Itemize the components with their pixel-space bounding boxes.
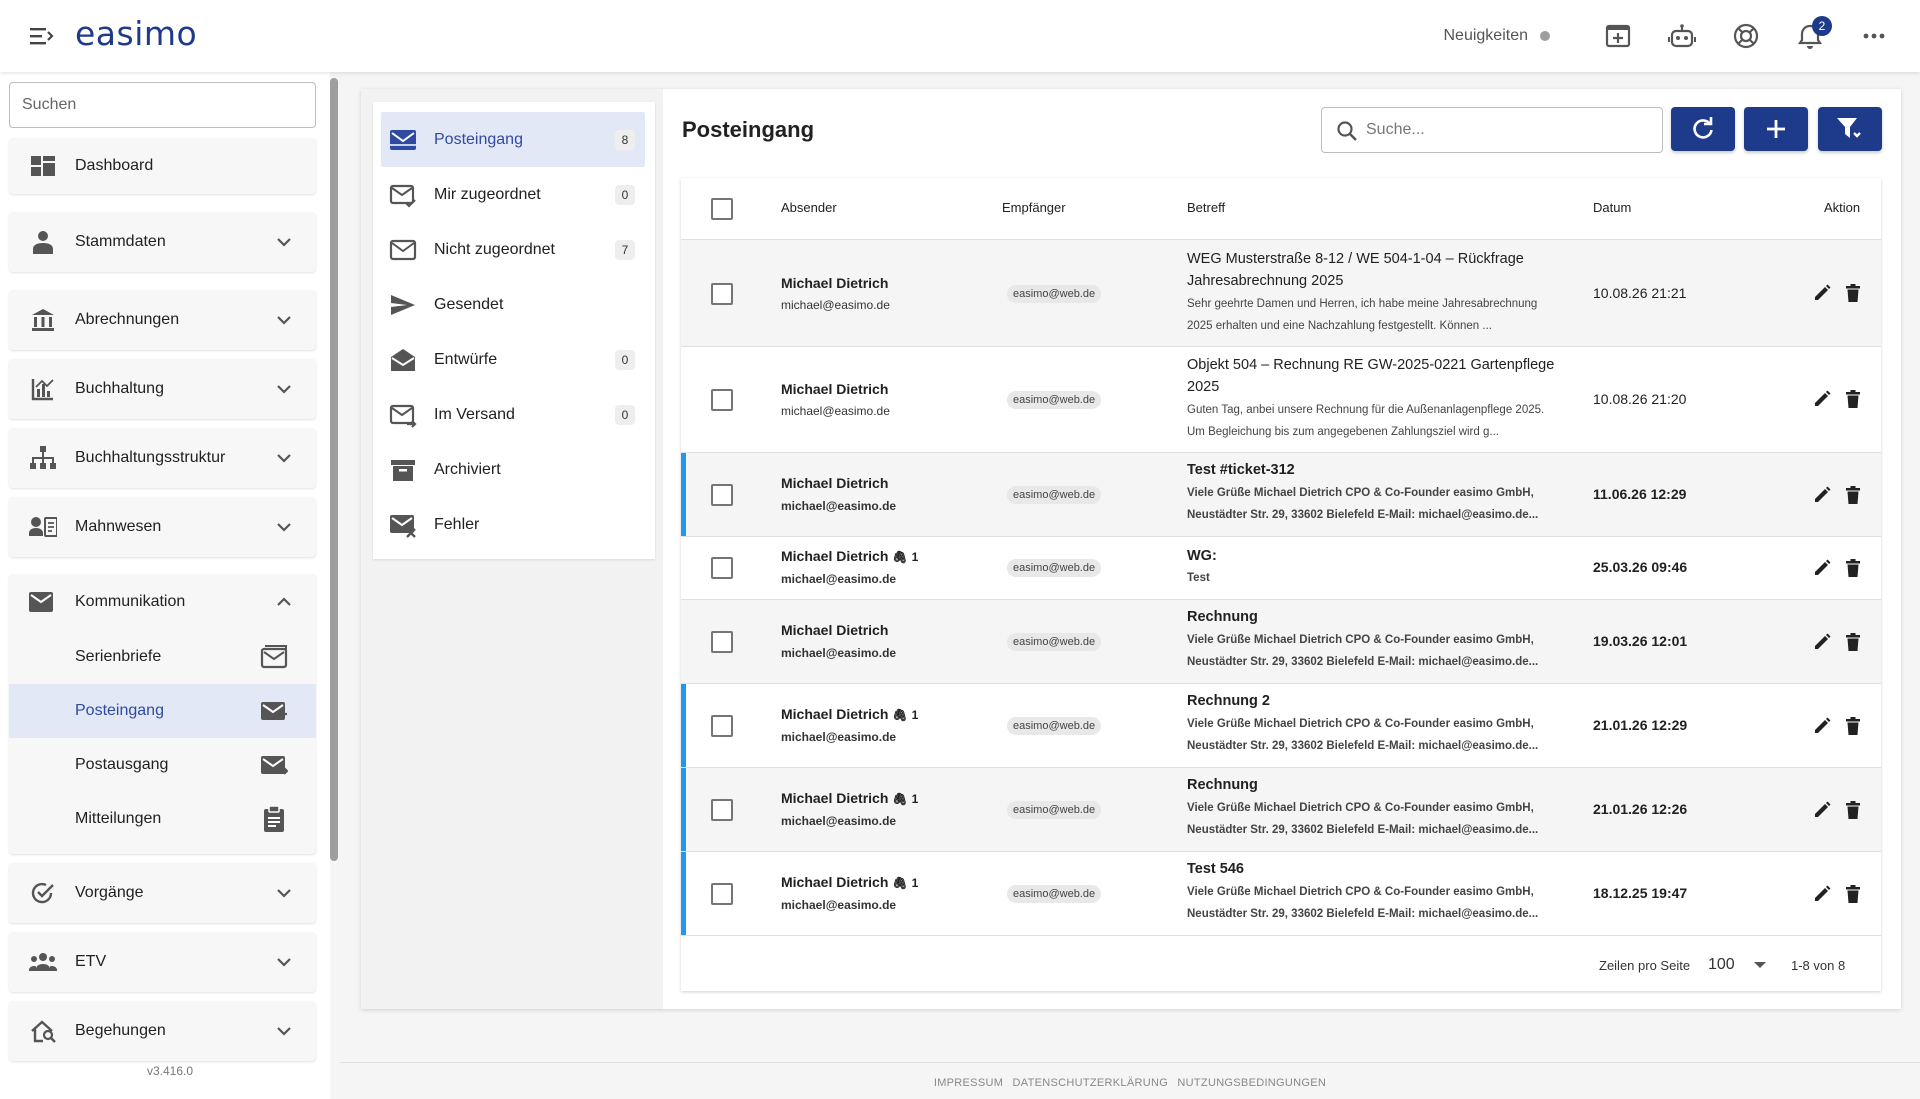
refresh-button[interactable] xyxy=(1671,107,1735,151)
mail-date: 25.03.26 09:46 xyxy=(1593,559,1688,575)
column-action: Aktion xyxy=(1824,200,1861,215)
footer-link-impressum[interactable]: IMPRESSUM xyxy=(933,1077,1004,1089)
pagination-range: 1-8 von 8 xyxy=(1791,958,1846,973)
dashboard-icon xyxy=(29,152,57,180)
attachment-icon: 🖇 xyxy=(892,708,908,722)
mail-search-input[interactable] xyxy=(1366,118,1646,142)
sender-email: michael@easimo.de xyxy=(781,499,897,513)
recipient-chip: easimo@web.de xyxy=(1007,391,1101,409)
mail-table xyxy=(681,178,1881,991)
mail-search[interactable] xyxy=(1321,107,1663,153)
sidebar xyxy=(0,72,330,1099)
edit-icon[interactable] xyxy=(1812,558,1832,578)
sidebar-subitem-mitteilungen[interactable] xyxy=(9,792,316,846)
row-checkbox[interactable] xyxy=(711,631,733,653)
mail-preview: Sehr geehrte Damen und Herren, ich habe meine Jahresabrechnung xyxy=(1187,298,1538,310)
sidebar-subitem-label: Serienbriefe xyxy=(75,648,162,665)
recipient-chip: easimo@web.de xyxy=(1007,285,1101,303)
delete-icon[interactable] xyxy=(1843,632,1863,652)
sidebar-subitem-postausgang[interactable] xyxy=(9,738,316,792)
column-date[interactable]: Datum xyxy=(1593,200,1632,215)
sender-email: michael@easimo.de xyxy=(781,572,897,586)
subject-line: Objekt 504 – Rechnung RE GW-2025-0221 Gartenpflege xyxy=(1187,357,1555,373)
mail-date: 18.12.25 19:47 xyxy=(1593,885,1688,901)
edit-icon[interactable] xyxy=(1812,884,1832,904)
sender-name: Michael Dietrich xyxy=(781,475,889,491)
sidebar-item-label: Vorgänge xyxy=(75,884,144,901)
sender-name: Michael Dietrich 🖇 1 xyxy=(781,548,919,564)
table-row[interactable] xyxy=(681,768,1881,852)
chevron-down-icon xyxy=(274,310,294,330)
page-title: Posteingang xyxy=(682,117,815,142)
sidebar-item-label: ETV xyxy=(75,953,107,970)
mail-preview: Neustädter Str. 29, 33602 Bielefeld E-Mail: michael@easimo.de... xyxy=(1187,908,1539,920)
inbox-mail-icon xyxy=(260,697,288,725)
plus-icon xyxy=(1765,118,1787,140)
mail-check-icon xyxy=(389,181,417,209)
sidebar-subitem-label: Mitteilungen xyxy=(75,810,162,827)
rows-per-page-label: Zeilen pro Seite xyxy=(1599,958,1691,973)
sender-email: michael@easimo.de xyxy=(781,898,897,912)
subject-line: WEG Musterstraße 8-12 / WE 504-1-04 – Rückfrage xyxy=(1187,251,1524,267)
outbox-mail-icon xyxy=(260,751,288,779)
folder-count: 8 xyxy=(615,130,635,150)
recipient-chip: easimo@web.de xyxy=(1007,717,1101,735)
task-check-icon xyxy=(29,879,57,907)
sender-email: michael@easimo.de xyxy=(781,814,897,828)
folder-im-versand[interactable] xyxy=(381,387,645,442)
chevron-down-icon xyxy=(274,883,294,903)
footer-link-nutzungsbedingungen[interactable]: NUTZUNGSBEDINGUNGEN xyxy=(1177,1077,1327,1089)
recipient-chip: easimo@web.de xyxy=(1007,633,1101,651)
delete-icon[interactable] xyxy=(1843,716,1863,736)
mail-date: 21.01.26 12:26 xyxy=(1593,801,1688,817)
mail-date: 21.01.26 12:29 xyxy=(1593,717,1688,733)
chart-icon xyxy=(29,375,57,403)
sidebar-item-buchhaltungsstruktur[interactable] xyxy=(9,428,316,488)
attachment-icon: 🖇 xyxy=(892,550,908,564)
sidebar-item-vorgaenge[interactable] xyxy=(9,863,316,923)
app-logo[interactable]: easimo xyxy=(75,14,198,53)
folder-label: Fehler xyxy=(434,515,480,533)
filter-icon xyxy=(1836,116,1864,142)
subject-line: 2025 xyxy=(1187,379,1220,395)
folder-label: Mir zugeordnet xyxy=(434,185,541,203)
person-icon xyxy=(29,228,57,256)
mail-preview: 2025 erhalten und eine Nachzahlung festgestellt. Können ... xyxy=(1187,320,1492,332)
sidebar-subitem-posteingang[interactable] xyxy=(9,684,316,738)
mail-preview: Viele Grüße Michael Dietrich CPO & Co-Founder easimo GmbH, xyxy=(1187,487,1534,499)
subject-line: WG: xyxy=(1187,548,1217,564)
mail-preview: Viele Grüße Michael Dietrich CPO & Co-Founder easimo GmbH, xyxy=(1187,886,1534,898)
table-row[interactable] xyxy=(681,347,1881,453)
sidebar-item-label: Abrechnungen xyxy=(75,311,180,328)
sidebar-item-label: Buchhaltungsstruktur xyxy=(75,449,226,466)
news-link[interactable]: Neuigkeiten xyxy=(1443,27,1528,44)
app-version: v3.416.0 xyxy=(146,1064,194,1078)
sidebar-item-begehungen[interactable] xyxy=(9,1001,316,1061)
group-icon xyxy=(29,948,57,976)
edit-icon[interactable] xyxy=(1812,716,1832,736)
mail-preview: Viele Grüße Michael Dietrich CPO & Co-Founder easimo GmbH, xyxy=(1187,718,1534,730)
table-row[interactable] xyxy=(681,240,1881,347)
bank-icon xyxy=(29,306,57,334)
folder-label: Entwürfe xyxy=(434,350,498,368)
notification-badge: 2 xyxy=(1812,16,1832,36)
column-subject[interactable]: Betreff xyxy=(1187,200,1226,215)
chevron-down-icon xyxy=(274,517,294,537)
table-pagination xyxy=(681,938,1881,991)
table-row[interactable] xyxy=(681,684,1881,768)
more-options-icon[interactable] xyxy=(1842,0,1906,72)
folder-pane xyxy=(361,89,663,1009)
subject-line: Jahresabrechnung 2025 xyxy=(1187,273,1344,289)
table-row[interactable] xyxy=(681,852,1881,936)
row-checkbox[interactable] xyxy=(711,715,733,737)
row-checkbox[interactable] xyxy=(711,557,733,579)
edit-icon[interactable] xyxy=(1812,283,1832,303)
attachment-count: 1 xyxy=(911,876,919,890)
sidebar-search-input[interactable] xyxy=(9,82,316,128)
mail-outline-icon xyxy=(389,236,417,264)
page-footer xyxy=(340,1062,1920,1099)
table-row[interactable] xyxy=(681,453,1881,537)
folder-list xyxy=(373,102,655,559)
folder-count: 0 xyxy=(615,405,635,425)
news-status-dot xyxy=(1540,31,1550,41)
sender-email: michael@easimo.de xyxy=(781,404,890,418)
mail-preview: Um Begleichung bis zum angegebenen Zahlungsziel wird g... xyxy=(1187,426,1499,438)
delete-icon[interactable] xyxy=(1843,558,1863,578)
delete-icon[interactable] xyxy=(1843,389,1863,409)
sender-name: Michael Dietrich 🖇 1 xyxy=(781,706,919,722)
folder-entwuerfe[interactable] xyxy=(381,332,645,387)
add-window-icon[interactable] xyxy=(1586,0,1650,72)
menu-collapse-icon[interactable] xyxy=(28,24,56,48)
send-icon xyxy=(389,291,417,319)
caret-down-icon[interactable] xyxy=(1753,960,1767,970)
folder-nicht-zugeordnet[interactable] xyxy=(381,222,645,277)
folder-count: 0 xyxy=(615,185,635,205)
row-checkbox[interactable] xyxy=(711,484,733,506)
sidebar-subitem-serienbriefe[interactable] xyxy=(9,630,316,684)
subject-line: Rechnung xyxy=(1187,777,1258,793)
recipient-chip: easimo@web.de xyxy=(1007,559,1101,577)
mail-preview: Neustädter Str. 29, 33602 Bielefeld E-Mail: michael@easimo.de... xyxy=(1187,740,1539,752)
contact-icon xyxy=(29,513,57,541)
column-recipient[interactable]: Empfänger xyxy=(1002,200,1066,215)
mail-icon xyxy=(29,592,53,612)
refresh-icon xyxy=(1690,116,1716,142)
chevron-down-icon xyxy=(274,448,294,468)
row-checkbox[interactable] xyxy=(711,389,733,411)
row-checkbox[interactable] xyxy=(711,799,733,821)
sidebar-subitem-label: Postausgang xyxy=(75,756,169,773)
folder-label: Archiviert xyxy=(434,460,501,478)
folder-mir-zugeordnet[interactable] xyxy=(381,167,645,222)
table-row[interactable] xyxy=(681,537,1881,600)
edit-icon[interactable] xyxy=(1812,632,1832,652)
edit-icon[interactable] xyxy=(1812,389,1832,409)
mail-date: 19.03.26 12:01 xyxy=(1593,633,1688,649)
sidebar-item-mahnwesen[interactable] xyxy=(9,497,316,557)
table-row[interactable] xyxy=(681,600,1881,684)
attachment-icon: 🖇 xyxy=(892,876,908,890)
sidebar-item-label: Mahnwesen xyxy=(75,518,162,535)
edit-icon[interactable] xyxy=(1812,485,1832,505)
mail-error-icon xyxy=(389,511,417,539)
sidebar-item-abrechnungen[interactable] xyxy=(9,290,316,350)
sidebar-item-label: Dashboard xyxy=(75,157,154,174)
folder-count: 0 xyxy=(615,350,635,370)
top-bar xyxy=(0,0,1920,72)
sidebar-item-buchhaltung[interactable] xyxy=(9,359,316,419)
footer-link-datenschutz[interactable]: DATENSCHUTZERKLÄRUNG xyxy=(1012,1077,1169,1089)
delete-icon[interactable] xyxy=(1843,283,1863,303)
search-icon xyxy=(1336,120,1358,142)
inbox-content xyxy=(663,89,1901,1009)
chevron-up-icon xyxy=(274,592,294,612)
folder-posteingang[interactable] xyxy=(381,112,645,167)
attachment-count: 1 xyxy=(911,550,919,564)
recipient-chip: easimo@web.de xyxy=(1007,801,1101,819)
chevron-down-icon xyxy=(274,232,294,252)
edit-icon[interactable] xyxy=(1812,800,1832,820)
folder-label: Im Versand xyxy=(434,405,515,423)
folder-gesendet[interactable] xyxy=(381,277,645,332)
select-all-checkbox[interactable] xyxy=(711,198,733,220)
chevron-down-icon xyxy=(274,379,294,399)
sender-name: Michael Dietrich xyxy=(781,381,889,397)
sidebar-item-label: Begehungen xyxy=(75,1022,166,1039)
attachment-count: 1 xyxy=(911,792,919,806)
sender-name: Michael Dietrich xyxy=(781,622,889,638)
drafts-icon xyxy=(389,346,417,374)
recipient-chip: easimo@web.de xyxy=(1007,486,1101,504)
robot-icon[interactable] xyxy=(1650,0,1714,72)
chevron-down-icon xyxy=(274,952,294,972)
sidebar-item-dashboard[interactable] xyxy=(9,138,316,194)
sidebar-item-etv[interactable] xyxy=(9,932,316,992)
notifications-bell-icon[interactable] xyxy=(1778,0,1842,72)
sidebar-item-label: Kommunikation xyxy=(75,593,186,610)
delete-icon[interactable] xyxy=(1843,800,1863,820)
mail-preview: Guten Tag, anbei unsere Rechnung für die Außenanlagenpflege 2025. xyxy=(1187,404,1545,416)
archive-icon xyxy=(389,456,417,484)
rows-per-page-select[interactable]: 100 xyxy=(1708,956,1735,973)
house-search-icon xyxy=(29,1017,57,1045)
folder-archiviert[interactable] xyxy=(381,442,645,497)
sender-name: Michael Dietrich 🖇 1 xyxy=(781,790,919,806)
mail-panel xyxy=(361,89,1901,1009)
delete-icon[interactable] xyxy=(1843,884,1863,904)
sidebar-item-label: Stammdaten xyxy=(75,233,166,250)
mail-date: 11.06.26 12:29 xyxy=(1593,486,1687,502)
add-mail-button[interactable] xyxy=(1744,107,1808,151)
chevron-down-icon xyxy=(274,1021,294,1041)
mail-preview: Neustädter Str. 29, 33602 Bielefeld E-Mail: michael@easimo.de... xyxy=(1187,509,1539,521)
row-checkbox[interactable] xyxy=(711,283,733,305)
table-header xyxy=(681,178,1881,240)
mail-preview: Neustädter Str. 29, 33602 Bielefeld E-Mail: michael@easimo.de... xyxy=(1187,656,1539,668)
folder-fehler[interactable] xyxy=(381,497,645,552)
row-checkbox[interactable] xyxy=(711,883,733,905)
folder-label: Gesendet xyxy=(434,295,504,313)
sender-email: michael@easimo.de xyxy=(781,646,897,660)
sidebar-item-label: Buchhaltung xyxy=(75,380,164,397)
mail-preview: Viele Grüße Michael Dietrich CPO & Co-Founder easimo GmbH, xyxy=(1187,802,1534,814)
sidebar-group-kommunikation xyxy=(9,574,316,854)
attachment-icon: 🖇 xyxy=(892,792,908,806)
folder-count: 7 xyxy=(615,240,635,260)
sidebar-subitem-label: Posteingang xyxy=(75,702,164,719)
subject-line: Rechnung 2 xyxy=(1187,693,1270,709)
mail-sending-icon xyxy=(389,401,417,429)
mail-preview: Test xyxy=(1187,572,1210,584)
mail-date: 10.08.26 21:21 xyxy=(1593,285,1687,301)
mail-preview: Viele Grüße Michael Dietrich CPO & Co-Founder easimo GmbH, xyxy=(1187,634,1534,646)
filter-button[interactable] xyxy=(1818,107,1882,151)
help-lifebuoy-icon[interactable] xyxy=(1714,0,1778,72)
folder-label: Posteingang xyxy=(434,130,523,148)
folder-label: Nicht zugeordnet xyxy=(434,240,555,258)
sidebar-item-stammdaten[interactable] xyxy=(9,212,316,272)
mail-stack-icon xyxy=(260,643,288,671)
column-sender[interactable]: Absender xyxy=(781,200,837,215)
attachment-count: 1 xyxy=(911,708,919,722)
sidebar-item-kommunikation[interactable] xyxy=(9,574,316,630)
sender-email: michael@easimo.de xyxy=(781,730,897,744)
sender-email: michael@easimo.de xyxy=(781,298,890,312)
hierarchy-icon xyxy=(29,444,57,472)
subject-line: Rechnung xyxy=(1187,609,1258,625)
delete-icon[interactable] xyxy=(1843,485,1863,505)
sidebar-scrollbar[interactable] xyxy=(330,78,338,861)
clipboard-icon xyxy=(260,805,288,833)
subject-line: Test 546 xyxy=(1187,861,1244,877)
recipient-chip: easimo@web.de xyxy=(1007,885,1101,903)
sender-name: Michael Dietrich 🖇 1 xyxy=(781,874,919,890)
inbox-icon xyxy=(389,126,417,154)
sender-name: Michael Dietrich xyxy=(781,275,889,291)
subject-line: Test #ticket-312 xyxy=(1187,462,1295,478)
mail-preview: Neustädter Str. 29, 33602 Bielefeld E-Mail: michael@easimo.de... xyxy=(1187,824,1539,836)
mail-date: 10.08.26 21:20 xyxy=(1593,391,1687,407)
